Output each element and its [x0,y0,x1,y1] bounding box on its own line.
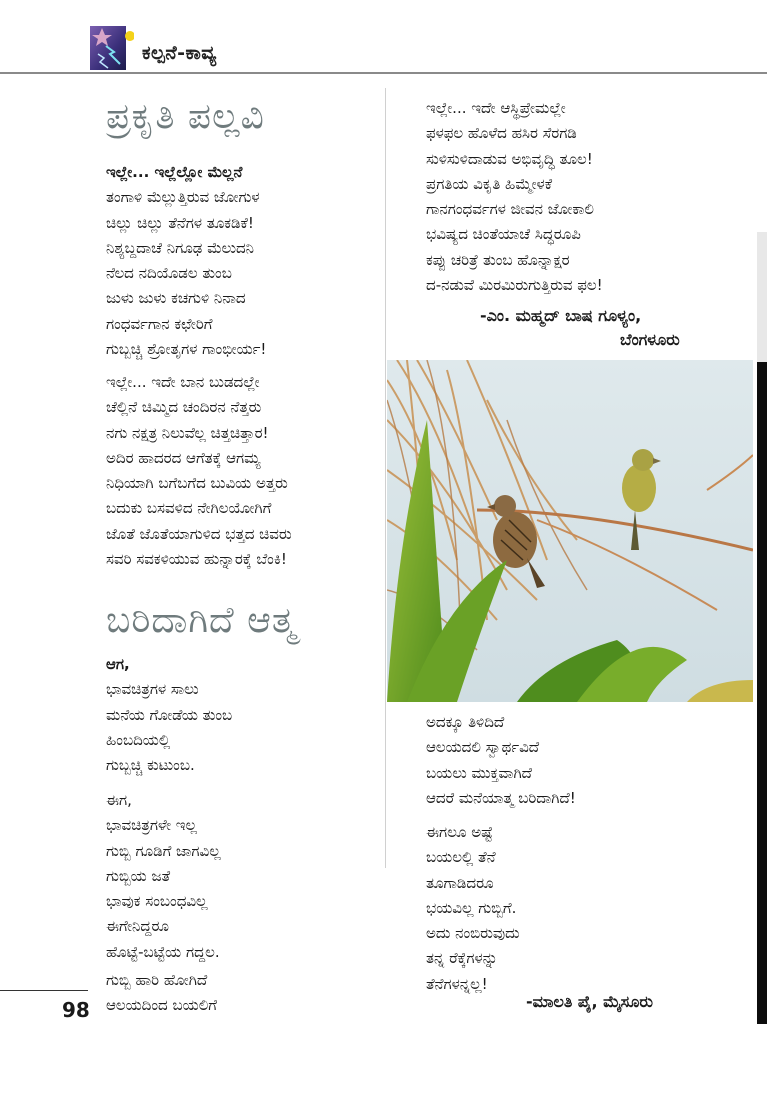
poem-line: ಚೆಲ್ಲಿನೆ ಚಿಮ್ಮಿದ ಚಂದಿರನ ನೆತ್ತರು [106,398,262,417]
poem-line: ಹಿಂಬದಿಯಲ್ಲಿ [106,730,171,749]
poem2-stanza2 [106,788,221,965]
poem-line: ನಗು ನಕ್ಷತ್ರ ನಿಲುವೆಲ್ಲ ಚಿತ್ತಚಿತ್ತಾರ! [106,423,269,442]
poem-line: ಗಾನಗಂಧರ್ವಗಳ ಜೀವನ ಜೋಕಾಲಿ [426,200,594,219]
poem-line: ತನ್ನ ರೆಕ್ಕೆಗಳನ್ನು [426,949,498,968]
poem-line: ಗುಬ್ಬಿಯ ಜತೆ [106,866,171,885]
poem-line: ಈಗೇನಿದ್ದರೂ [106,917,169,936]
poem-line: ದ-ನಡುವೆ ಮಿರಮಿರುಗುತ್ತಿರುವ ಫಲ! [426,276,603,295]
poem-line: ಸವರಿ ಸವಕಳಿಯುವ ಹುನ್ನಾರಕ್ಕೆ ಬೆಂಕಿ! [106,550,287,569]
poem-line: ಗಂಧರ್ವಗಾನ ಕಛೇರಿಗೆ [106,314,213,333]
poem-line: ಸುಳಿಸುಳಿದಾಡುವ ಅಭಿವೃದ್ಧಿ ತೂಲ! [426,149,593,168]
poem-line: ಈಗಲೂ ಅಷ್ಟೆ [426,823,493,841]
poem-line: ಅದಕ್ಕೂ ತಿಳಿದಿದೆ [426,713,505,731]
poem-line: ಭಾವುಕ ಸಂಬಂಧವಿಲ್ಲ [106,892,208,911]
poem-line: ಗುಬ್ಬಿ ಗೂಡಿಗೆ ಜಾಗವಿಲ್ಲ [106,841,221,860]
poem-line: ಈಗ, [106,791,132,809]
poem-line: ಇಲ್ಲೇ... ಇದೇ ಆಸ್ಥಿಪ್ರೇಮಲ್ಲೇ [426,99,566,117]
poem-line: ಅದಿರ ಹಾದರದ ಆಗೆತಕ್ಕೆ ಆಗಮ್ಯ [106,448,261,467]
poem-line: ಬಯಲು ಮುಕ್ತವಾಗಿದೆ [426,763,532,782]
poem2-stanza4 [426,710,576,811]
poem-line: ಜುಳು ಜುಳು ಕಚಗುಳಿ ನಿನಾದ [106,289,246,308]
poem-line: ಫಳಫಲ ಹೊಳೆದ ಹಸಿರ ಸೆರಗಡಿ [426,124,577,143]
poem-line: ಆಗ, [106,655,130,673]
poem-line: ಮನೆಯ ಗೋಡೆಯ ತುಂಬ [106,705,233,724]
poem-line: ಬದುಕು ಬಸವಳಿದ ನೇಗಿಲಯೋಗಿಗೆ [106,499,272,518]
star-sparkle-logo-icon [90,24,134,70]
edge-bar-dark [757,362,767,1024]
poem-line: ಇಲ್ಲೇ... ಇದೇ ಬಾನ ಬುಡದಲ್ಲೇ [106,373,260,391]
poem-line: ತೆನೆಗಳನ್ನಲ್ಲ! [426,974,488,993]
poem-line: ನೆಲದ ನದಿಯೊಡಲ ತುಂಬ [106,264,232,283]
poem-line: ನಿಧಿಯಾಗಿ ಬಗೆಬಗೆದ ಬುವಿಯ ಅತ್ತರು [106,474,288,493]
poem1-author: -ಎಂ. ಮಹ್ಮದ್ ಬಾಷ ಗೂಳ್ಯಂ, [480,306,642,325]
section-title: ಕಲ್ಪನೆ-ಕಾವ್ಯ [142,42,217,64]
poem-line: ಪ್ರಗತಿಯ ವಿಕೃತಿ ಹಿಮ್ಮೇಳಕೆ [426,174,553,193]
poem-line: ಚಿಲ್ಲು ಚಿಲ್ಲು ತೆನೆಗಳ ತೂಕಡಿಕೆ! [106,213,254,232]
poem-line: ಭಾವಚಿತ್ರಗಳ ಸಾಲು [106,680,199,699]
poem-line: ಗುಬ್ಬಿ ಹಾರಿ ಹೋಗಿದೆ [106,971,208,989]
poem-title: ಬರಿದಾಗಿದೆ ಆತ್ಮ [106,600,297,641]
header-divider [0,72,767,74]
poem2-stanza5 [426,820,520,997]
edge-bar-light [757,232,767,362]
poem-line: ಆಲಯದಲಿ ಸ್ವಾರ್ಥವಿದೆ [426,738,540,757]
poem-line: ಆದರೆ ಮನೆಯಾತ್ಮ ಬರಿದಾಗಿದೆ! [426,788,576,807]
header-logo [90,24,134,70]
poem-line: ನಿಶ್ಯಬ್ದದಾಚೆ ನಿಗೂಢ ಮೆಲುದನಿ [106,238,255,257]
poem-title: ಪ್ರಕೃತಿ ಪಲ್ಲವಿ [106,96,265,137]
poem-line: ಭವಿಷ್ಯದ ಚಿಂತೆಯಾಚೆ ಸಿದ್ಧರೂಪಿ [426,225,581,244]
poem-line: ತೂಗಾಡಿದರೂ [426,873,494,892]
page-number: 98 [62,998,90,1022]
column-divider [385,88,386,868]
poem2-stanza1 [106,652,232,778]
poem-line: ಭಾವಚಿತ್ರಗಳೇ ಇಲ್ಲ [106,816,198,835]
poem-line: ಕಪ್ಪು ಚರಿತ್ರೆ ತುಂಬ ಹೊನ್ನಾಕ್ಷರ [426,250,570,269]
page-number-rule [0,990,88,991]
poem-line: ಜೊತೆ ಜೊತೆಯಾಗುಳಿದ ಭತ್ತದ ಚಿವರು [106,524,292,543]
poem1-stanza2 [106,370,292,572]
poem-line: ಬಯಲಲ್ಲಿ ತೆನೆ [426,848,496,867]
poem2-stanza3 [106,968,217,1019]
sparrows-on-corn-tassel-photo [387,360,753,702]
poem-line: ಹೊಟ್ಟೆ-ಬಟ್ಟೆಯ ಗದ್ದಲ. [106,942,220,961]
poem-line: ಗುಬ್ಬಚ್ಚಿ ಶ್ರೋತೃಗಳ ಗಾಂಭೀರ್ಯ! [106,340,267,359]
poem-line: ಭಯವಿಲ್ಲ ಗುಬ್ಬಿಗೆ. [426,898,517,917]
poem-line: ಅದು ನಂಬಿರುವುದು [426,924,520,943]
poem1-place: ಬೆಂಗಳೂರು [620,330,680,349]
poem-line: ಗುಬ್ಬಚ್ಚಿ ಕುಟುಂಬ. [106,756,195,775]
poem1-stanza1 [106,160,266,362]
poem2-author: -ಮಾಲತಿ ಪೈ, ಮೈಸೂರು [526,992,653,1011]
poem-line: ತಂಗಾಳಿ ಮೆಲ್ಲುತ್ತಿರುವ ಜೋಗುಳ [106,188,260,207]
poem-line: ಆಲಯದಿಂದ ಬಯಲಿಗೆ [106,996,217,1015]
poem1-stanza3 [426,96,603,298]
poem-line: ಇಲ್ಲೇ... ಇಲ್ಲೆಲ್ಲೋ ಮೆಲ್ಲನೆ [106,163,243,181]
